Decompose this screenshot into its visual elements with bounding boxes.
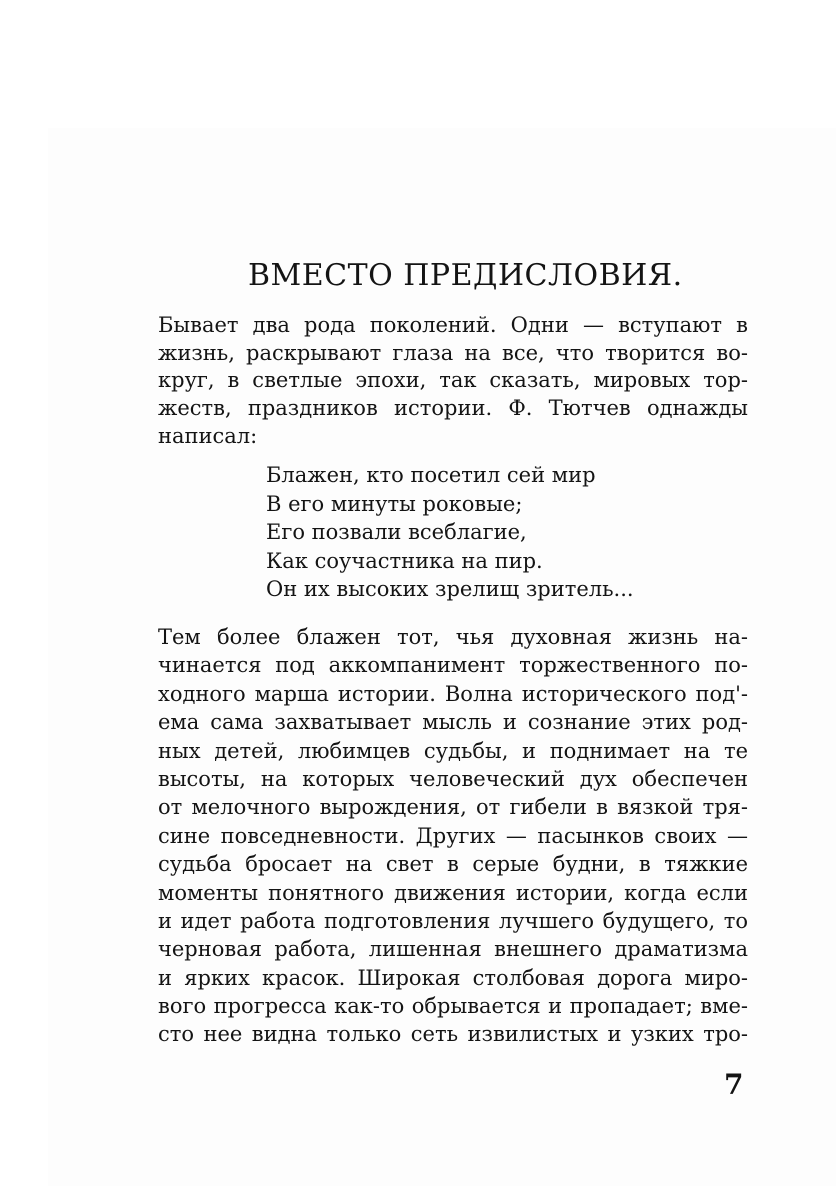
- paragraph-intro: [158, 312, 748, 450]
- text-line: высоты, на которых человеческий дух обеспечен: [158, 766, 748, 791]
- text-line: чинается под аккомпанимент торжественного по-: [158, 653, 748, 678]
- text-line: вого прогресса как-то обрывается и пропадает; вме-: [158, 994, 748, 1019]
- text-line: черновая работа, лишенная внешнего драматизма: [158, 937, 748, 962]
- text-line: и идет работа подготовления лучшего будущего, то: [158, 908, 748, 933]
- text-line: круг, в светлые эпохи, так сказать, мировых тор-: [158, 368, 748, 393]
- text-line: жизнь, раскрывают глаза на все, что творится во-: [158, 340, 748, 365]
- verse-line: Как соучастника на пир.: [266, 548, 543, 573]
- text-line: и ярких красок. Широкая столбовая дорога миро-: [158, 965, 748, 990]
- chapter-heading: ВМЕСТО ПРЕДИСЛОВИЯ.: [248, 258, 683, 293]
- verse-quote: [266, 461, 634, 604]
- text-line: от мелочного вырождения, от гибели в вязкой тря-: [158, 795, 748, 820]
- text-line: написал:: [158, 423, 258, 448]
- verse-line: В его минуты роковые;: [266, 491, 523, 516]
- text-line: моменты понятного движения истории, когда если: [158, 880, 748, 905]
- text-line: сине повседневности. Других — пасынков своих —: [158, 823, 748, 848]
- verse-line: Блажен, кто посетил сей мир: [266, 463, 596, 487]
- verse-line: Его позвали всеблагие,: [266, 520, 527, 544]
- text-line: Бывает два рода поколений. Одни — вступают в: [158, 313, 748, 337]
- text-line: ных детей, любимцев судьбы, и поднимает на те: [158, 738, 748, 763]
- text-line: сто нее видна только сеть извилистых и узких тро-: [158, 1022, 748, 1047]
- page-number: 7: [724, 1068, 744, 1101]
- text-line: жеств, праздников истории. Ф. Тютчев однажды: [158, 396, 748, 421]
- text-line: Тем более блажен тот, чья духовная жизнь на-: [158, 625, 748, 649]
- paragraph-main: [158, 623, 748, 1049]
- text-line: ходного марша истории. Волна исторического под'-: [158, 681, 748, 706]
- verse-line: Он их высоких зрелищ зритель...: [266, 577, 634, 601]
- text-line: судьба бросает на свет в серые будни, в тяжкие: [158, 852, 748, 877]
- text-line: ема сама захватывает мысль и сознание этих род-: [158, 710, 748, 735]
